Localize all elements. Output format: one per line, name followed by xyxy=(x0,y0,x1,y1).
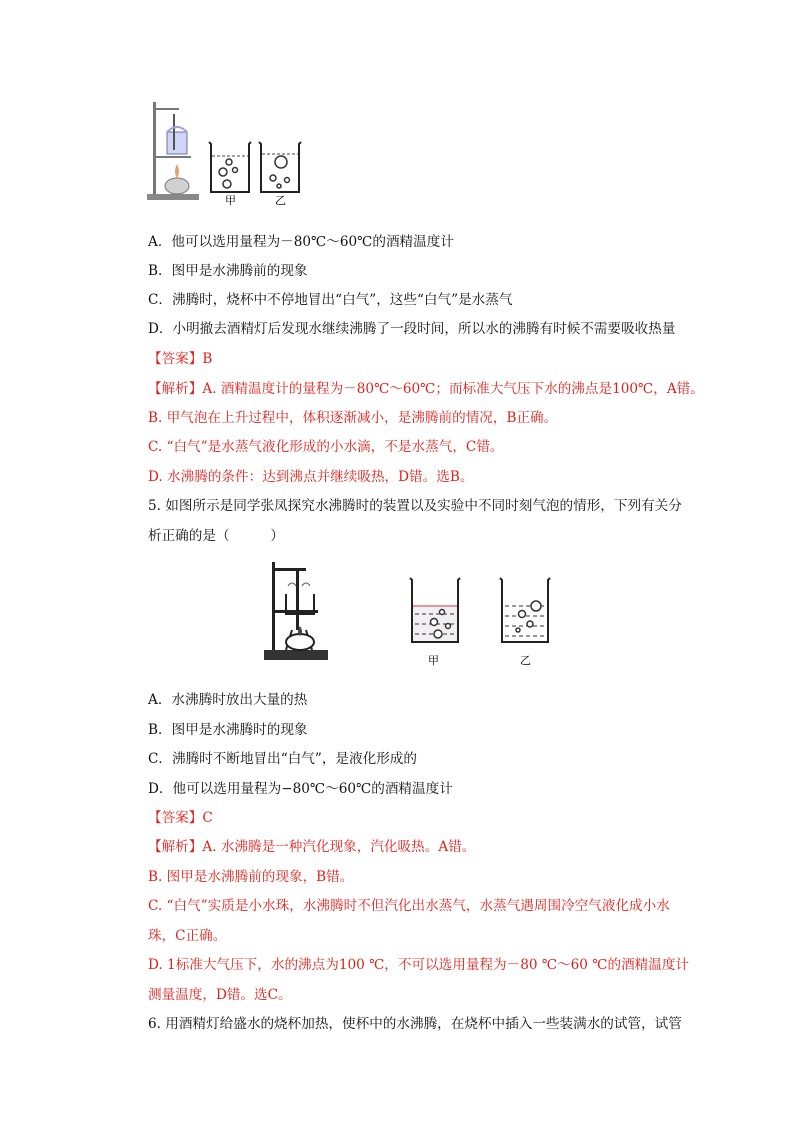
q5-label-yi: 乙 xyxy=(520,654,531,667)
q5-apparatus xyxy=(264,562,328,660)
q5-beaker-yi xyxy=(500,578,550,642)
q4-stand-base xyxy=(147,194,199,200)
q4-alcohol-lamp xyxy=(165,178,189,194)
q5-option-a: A．水沸腾时放出大量的热 xyxy=(148,692,308,708)
q4-analysis-line-2: B. 甲气泡在上升过程中，体积逐渐减小，是沸腾前的情况，B正确。 xyxy=(148,410,558,426)
q4-option-a: A．他可以选用量程为－80℃～60℃的酒精温度计 xyxy=(148,234,454,250)
q4-figure xyxy=(145,98,320,208)
q4-analysis-line-3: C. “白气”是水蒸气液化形成的小水滴，不是水蒸气，C错。 xyxy=(148,439,504,455)
q5-analysis-line-3: C. “白气”实质是小水珠，水沸腾时不但汽化出水蒸气，水蒸气遇周围冷空气液化成小水 xyxy=(148,898,670,914)
q5-answer: 【答案】C xyxy=(148,810,213,826)
q4-beaker-jia xyxy=(209,142,251,192)
q5-option-d: D．他可以选用量程为−80℃～60℃的酒精温度计 xyxy=(148,781,453,797)
q5-stem-line-2: 析正确的是（ ） xyxy=(148,528,284,544)
q4-label-yi: 乙 xyxy=(275,194,286,207)
q4-analysis-line-4: D. 水沸腾的条件：达到沸点并继续吸热，D错。选B。 xyxy=(148,469,474,485)
q4-beaker-yi xyxy=(259,142,301,192)
q6-stem: 6. 用酒精灯给盛水的烧杯加热，使杯中的水沸腾，在烧杯中插入一些装满水的试管，试管 xyxy=(148,1016,682,1032)
q4-answer: 【答案】B xyxy=(148,351,213,367)
q5-analysis-line-2: B. 图甲是水沸腾前的现象，B错。 xyxy=(148,869,354,885)
q5-stem-line-1: 5. 如图所示是同学张凤探究水沸腾时的装置以及实验中不同时刻气泡的情形，下列有关分 xyxy=(148,498,682,514)
q4-heated-beaker xyxy=(167,132,187,154)
q4-option-b: B．图甲是水沸腾前的现象 xyxy=(148,263,308,279)
q5-analysis-line-4: 珠，C正确。 xyxy=(148,928,227,944)
q5-option-c: C．沸腾时不断地冒出“白气”，是液化形成的 xyxy=(148,751,417,767)
q5-analysis-line-6: 测量温度，D错。选C。 xyxy=(148,987,292,1003)
q5-analysis-line-1: 【解析】A. 水沸腾是一种汽化现象，汽化吸热。A错。 xyxy=(148,839,476,855)
q4-option-d: D．小明撤去酒精灯后发现水继续沸腾了一段时间，所以水的沸腾有时候不需要吸收热量 xyxy=(148,321,676,337)
q4-option-c: C．沸腾时，烧杯中不停地冒出“白气”，这些“白气”是水蒸气 xyxy=(148,292,513,308)
q5-option-b: B．图甲是水沸腾时的现象 xyxy=(148,722,308,738)
q4-analysis-line-1: 【解析】A. 酒精温度计的量程为－80℃～60℃；而标准大气压下水的沸点是100℃，A错。 xyxy=(148,381,704,397)
q5-analysis-line-5: D. 1标准大气压下，水的沸点为100 ℃，不可以选用量程为－80 ℃～60 ℃的酒精温度计 xyxy=(148,957,690,973)
q5-beaker-jia xyxy=(410,578,460,642)
q5-label-jia: 甲 xyxy=(428,654,439,667)
q4-stand-rod xyxy=(153,102,156,194)
q5-figure xyxy=(262,556,582,670)
q4-label-jia: 甲 xyxy=(225,194,236,207)
